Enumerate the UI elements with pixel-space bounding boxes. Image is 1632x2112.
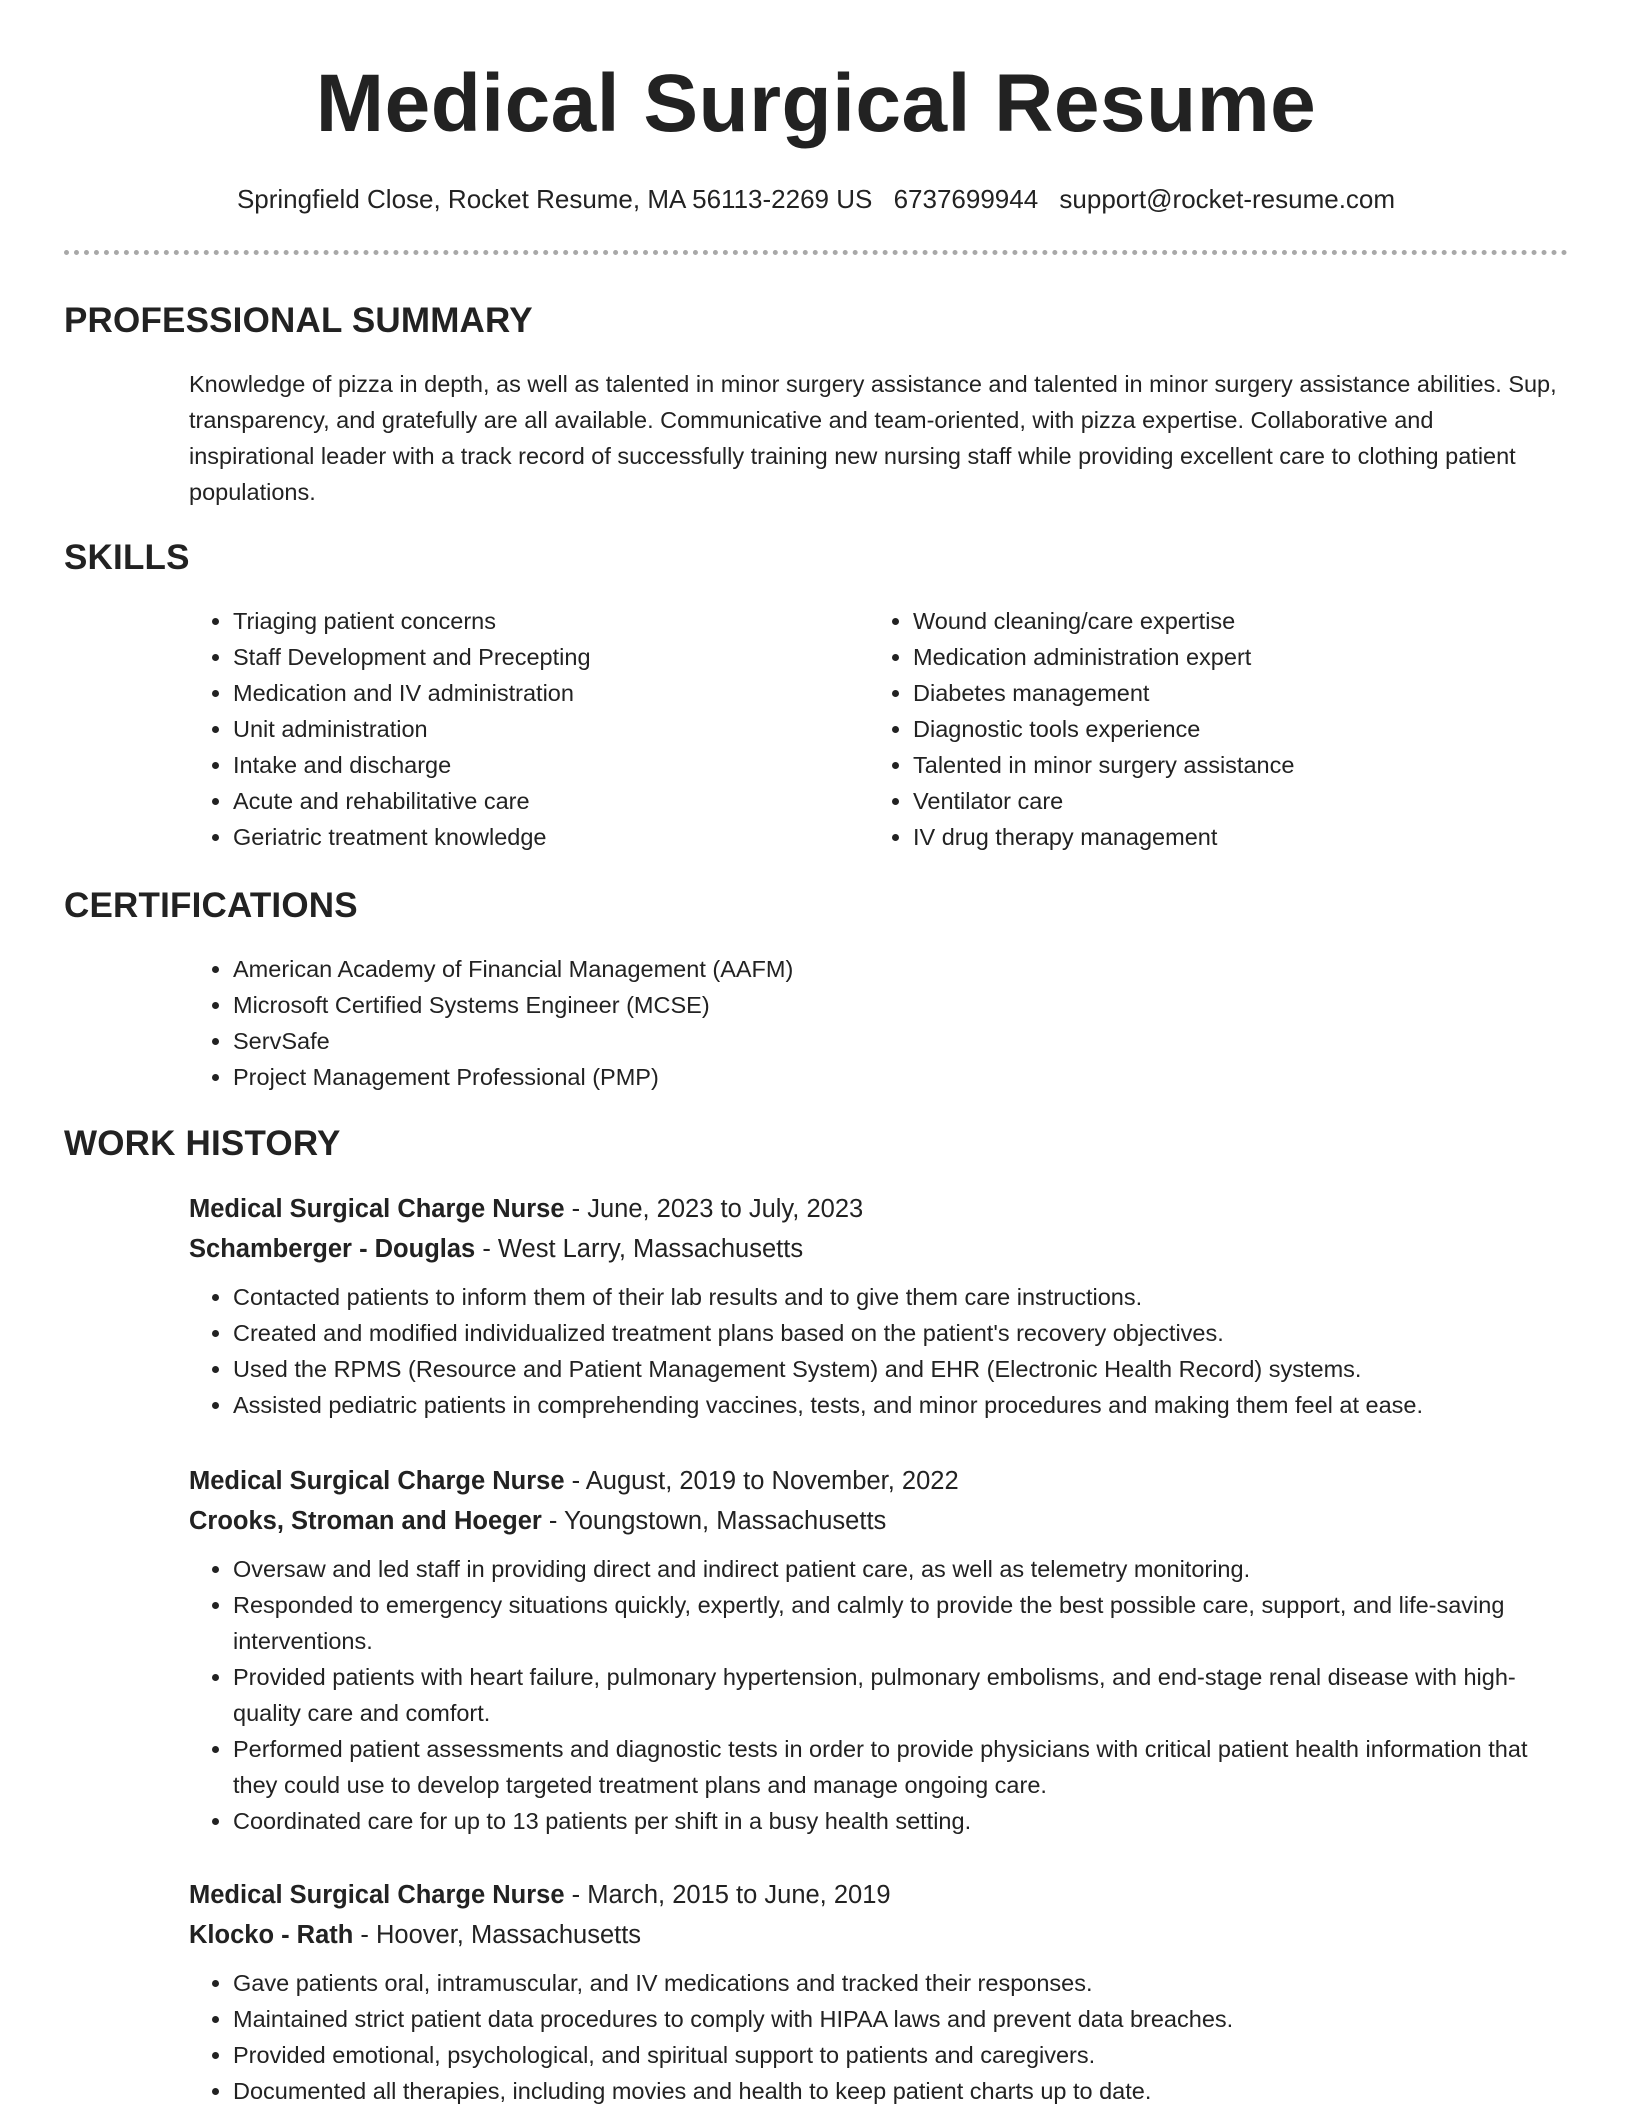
job-bullet: • Documented all therapies, including movies and health to keep patient charts up to date. (233, 2073, 1569, 2109)
section-title-summary: PROFESSIONAL SUMMARY (64, 301, 533, 340)
job-bullet: • Created and modified individualized treatment plans based on the patient's recovery objectives. (233, 1315, 1569, 1351)
job-bullet: • Performed patient assessments and diagnostic tests in order to provide physicians with critical patient health information that they could use to develop targeted treatment plans and manage ongoing care. (233, 1731, 1569, 1803)
job-location: - West Larry, Massachusetts (475, 1235, 804, 1263)
skill-item: • Acute and rehabilitative care (233, 783, 819, 819)
job-dates: - August, 2019 to November, 2022 (564, 1467, 959, 1495)
job-entry (189, 1875, 1569, 2109)
header-divider (64, 250, 1568, 255)
job-company-line (189, 1501, 1569, 1541)
job-dates: - June, 2023 to July, 2023 (564, 1195, 864, 1223)
job-bullet: • Coordinated care for up to 13 patients per shift in a busy health setting. (233, 1803, 1569, 1839)
job-company: Crooks, Stroman and Hoeger (189, 1507, 542, 1535)
job-role: Medical Surgical Charge Nurse (189, 1881, 565, 1909)
job-company-line (189, 1915, 1569, 1955)
job-role: Medical Surgical Charge Nurse (189, 1467, 565, 1495)
skills-list-left (189, 603, 819, 855)
job-bullet: • Used the RPMS (Resource and Patient Management System) and EHR (Electronic Health Record) systems. (233, 1351, 1569, 1387)
job-title-line (189, 1461, 1569, 1501)
contact-phone: 6737699944 (893, 184, 1039, 214)
job-dates: - March, 2015 to June, 2019 (564, 1881, 891, 1909)
section-title-work-history: WORK HISTORY (64, 1124, 341, 1163)
skill-item: • Medication and IV administration (233, 675, 819, 711)
job-bullet: • Gave patients oral, intramuscular, and IV medications and tracked their responses. (233, 1965, 1569, 2001)
certification-item: • American Academy of Financial Management (AAFM) (233, 951, 1189, 987)
contact-address: Springfield Close, Rocket Resume, MA 56113-2269 US (236, 184, 873, 214)
job-location: - Hoover, Massachusetts (353, 1921, 642, 1949)
job-title-line (189, 1875, 1569, 1915)
job-company: Schamberger - Douglas (189, 1235, 476, 1263)
job-role: Medical Surgical Charge Nurse (189, 1195, 565, 1223)
skill-item: • Diagnostic tools experience (913, 711, 1549, 747)
job-bullet: • Oversaw and led staff in providing direct and indirect patient care, as well as telemetry monitoring. (233, 1551, 1569, 1587)
job-bullet: • Provided emotional, psychological, and spiritual support to patients and caregivers. (233, 2037, 1569, 2073)
job-company: Klocko - Rath (189, 1921, 354, 1949)
job-bullet: • Provided patients with heart failure, pulmonary hypertension, pulmonary embolisms, and end-stage renal disease with high-quality care and comfort. (233, 1659, 1569, 1731)
job-bullet: • Maintained strict patient data procedures to comply with HIPAA laws and prevent data breaches. (233, 2001, 1569, 2037)
section-title-skills: SKILLS (64, 538, 190, 577)
skill-item: • Intake and discharge (233, 747, 819, 783)
skill-item: • Talented in minor surgery assistance (913, 747, 1549, 783)
contact-email: support@rocket-resume.com (1059, 184, 1396, 214)
skill-item: • IV drug therapy management (913, 819, 1549, 855)
certification-item: • Microsoft Certified Systems Engineer (MCSE) (233, 987, 1189, 1023)
job-bullet: • Contacted patients to inform them of their lab results and to give them care instructions. (233, 1279, 1569, 1315)
job-title-line (189, 1189, 1569, 1229)
certification-item: • ServSafe (233, 1023, 1189, 1059)
summary-text: Knowledge of pizza in depth, as well as talented in minor surgery assistance and talented in minor surgery assistance abilities. Sup, transparency, and gratefully are all available. Communicative and team-oriented, with pizza expertise. Collaborative and inspirational leader with a track record of successfully training new nursing staff while providing excellent care to clothing patient populations. (189, 371, 1557, 505)
job-entry (189, 1189, 1569, 1423)
resume-title: Medical Surgical Resume (315, 58, 1317, 149)
skill-item: • Medication administration expert (913, 639, 1549, 675)
skill-item: • Wound cleaning/care expertise (913, 603, 1549, 639)
skills-list-right (869, 603, 1549, 855)
skill-item: • Staff Development and Precepting (233, 639, 819, 675)
job-entry (189, 1461, 1569, 1839)
certification-item: • Project Management Professional (PMP) (233, 1059, 1189, 1095)
contact-line (0, 183, 1632, 215)
certifications-list (189, 951, 1189, 1095)
job-company-line (189, 1229, 1569, 1269)
skill-item: • Ventilator care (913, 783, 1549, 819)
job-location: - Youngstown, Massachusetts (541, 1507, 887, 1535)
skill-item: • Geriatric treatment knowledge (233, 819, 819, 855)
job-bullet: • Assisted pediatric patients in comprehending vaccines, tests, and minor procedures and making them feel at ease. (233, 1387, 1569, 1423)
job-bullet: • Responded to emergency situations quickly, expertly, and calmly to provide the best possible care, support, and life-saving interventions. (233, 1587, 1569, 1659)
skill-item: • Unit administration (233, 711, 819, 747)
section-title-certifications: CERTIFICATIONS (64, 886, 358, 925)
skill-item: • Diabetes management (913, 675, 1549, 711)
skill-item: • Triaging patient concerns (233, 603, 819, 639)
